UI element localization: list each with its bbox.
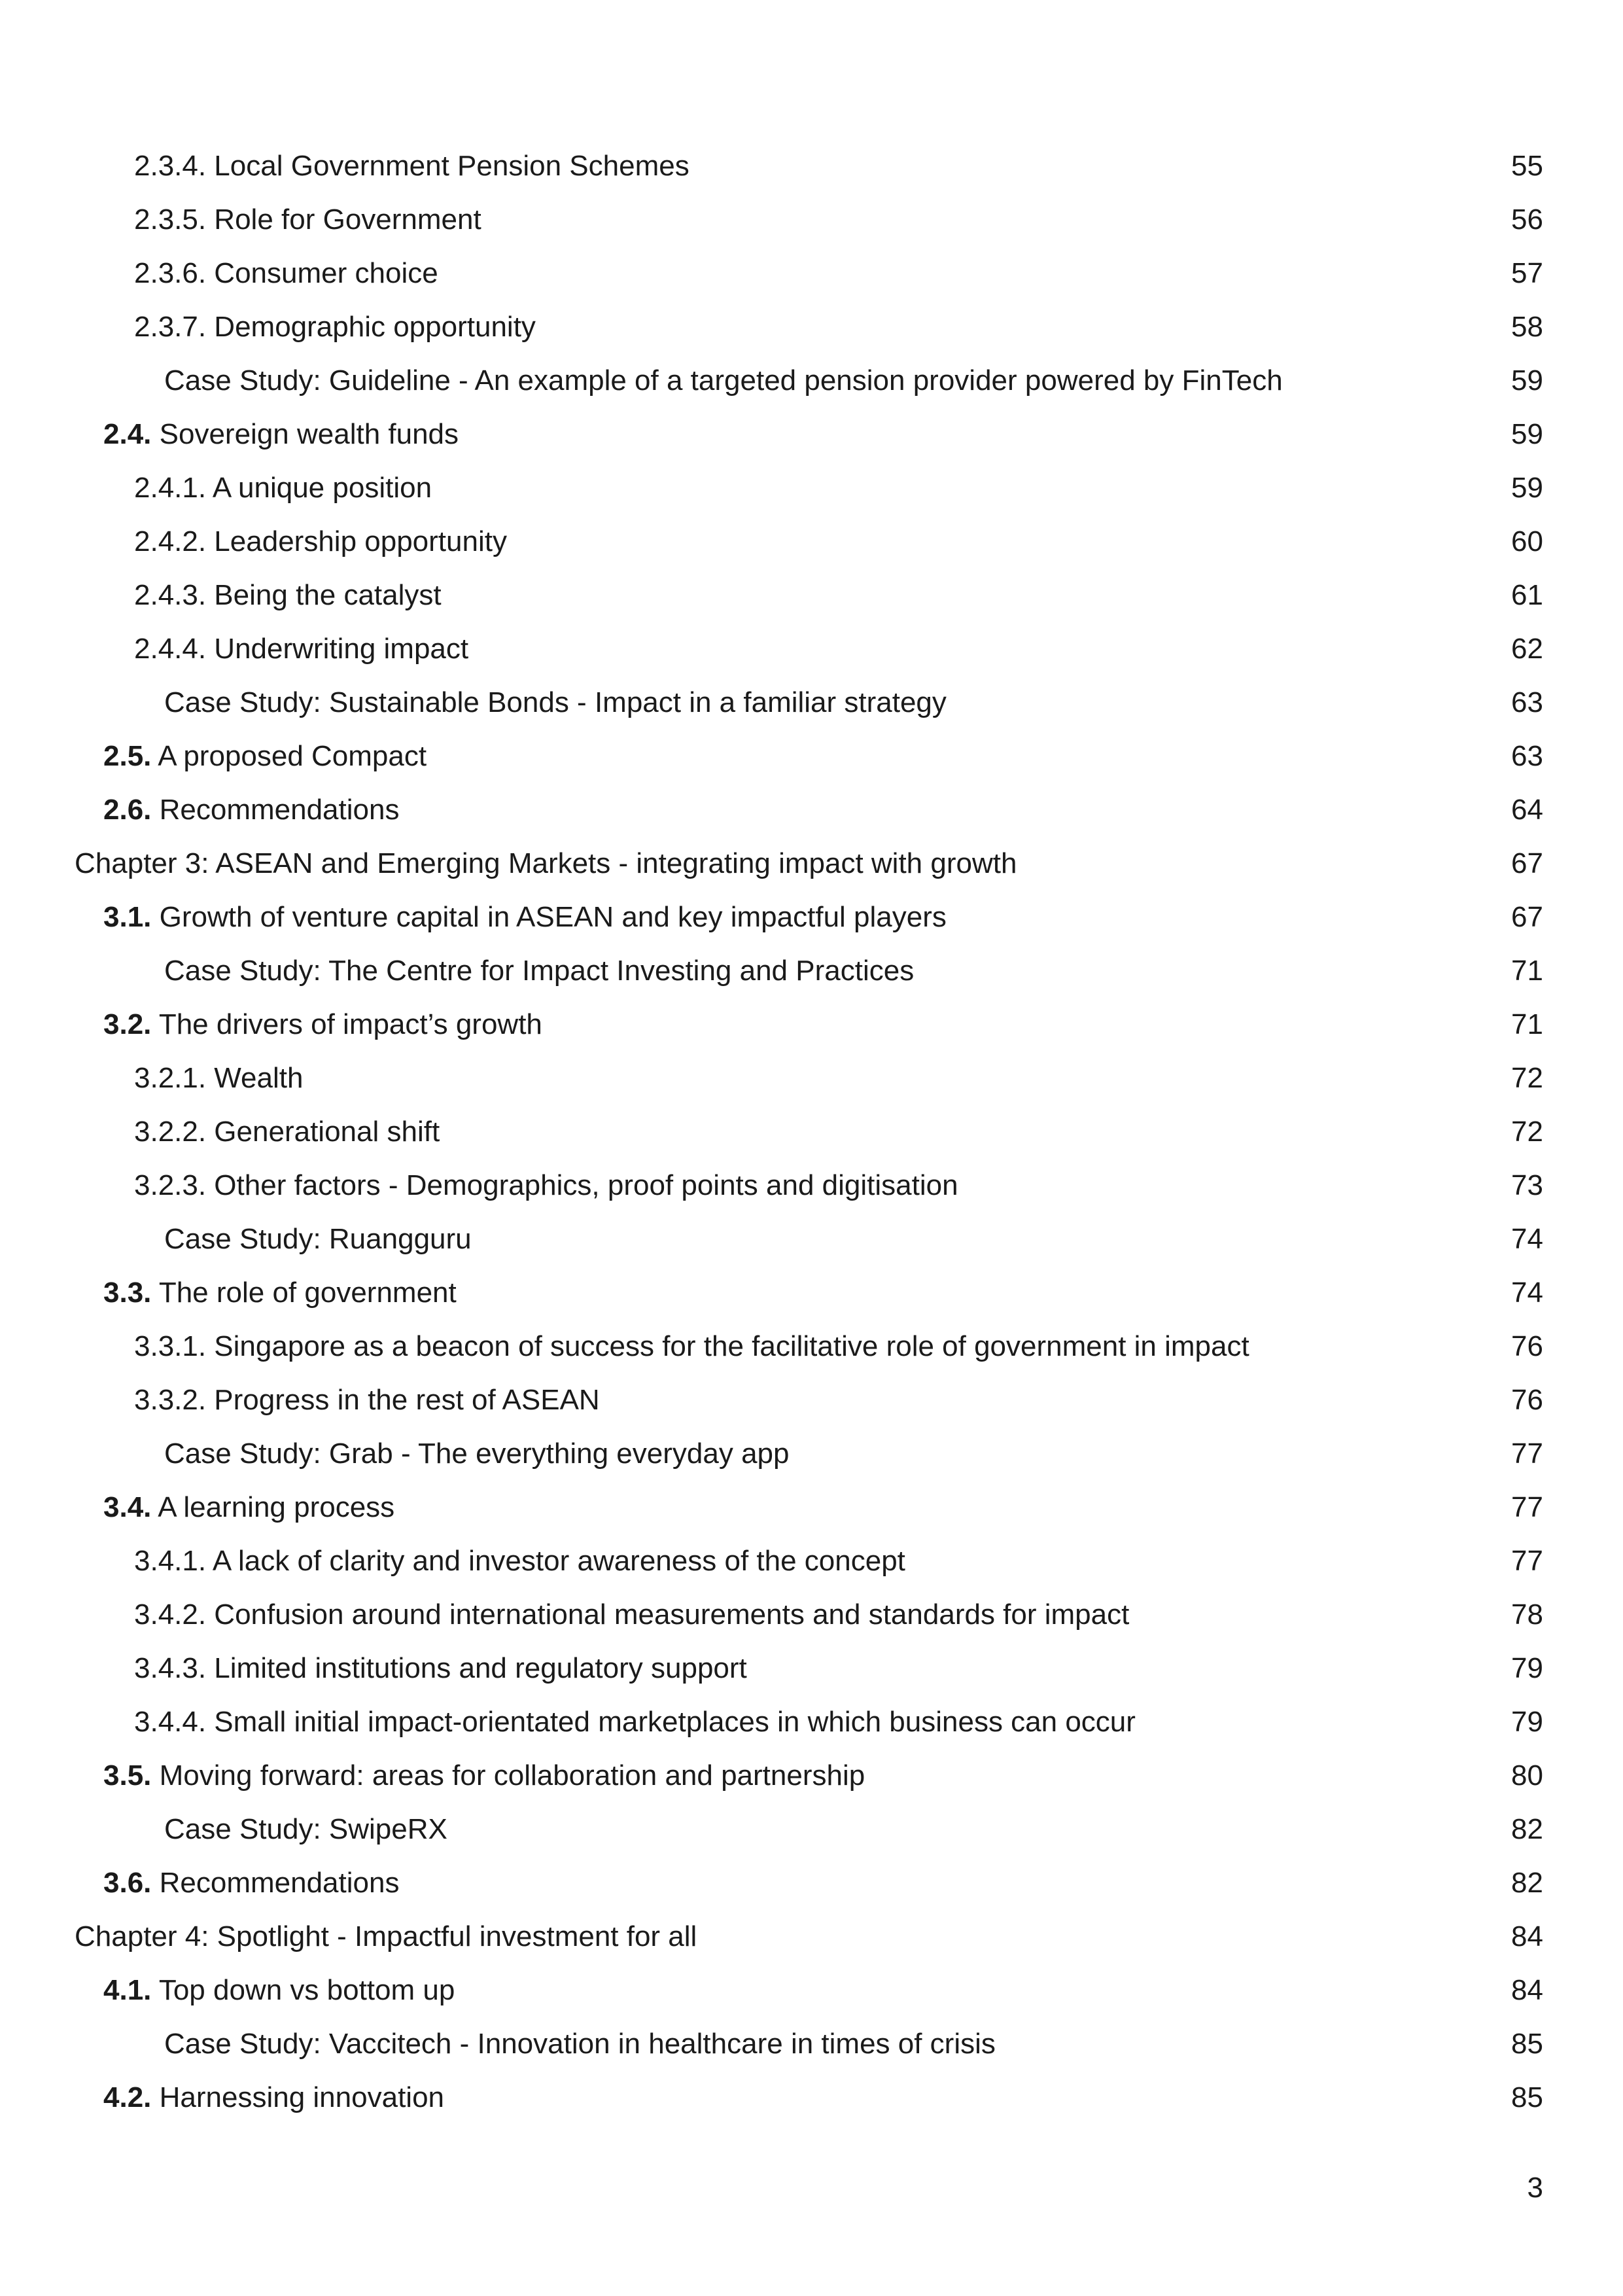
toc-entry-title: A proposed Compact [158,740,427,772]
toc-entry-title: 2.4.4. Underwriting impact [134,633,469,665]
toc-page-number: 61 [1511,579,1543,611]
toc-entry-label [164,1217,472,1262]
toc-page-number: 64 [1511,794,1543,826]
toc-entry-case[interactable] [0,680,1623,734]
toc-entry-title: 3.4.1. A lack of clarity and investor awareness of the concept [134,1545,905,1577]
toc-entry-subsection[interactable] [0,1646,1623,1700]
toc-entry-subsection[interactable] [0,1324,1623,1378]
toc-entry-label [134,144,689,188]
toc-page-number: 55 [1511,150,1543,182]
toc-entry-label [134,1110,440,1154]
toc-entry-label [134,251,438,296]
toc-entry-title: 2.4.2. Leadership opportunity [134,525,507,557]
toc-entry-title: 2.4.1. A unique position [134,472,432,504]
toc-entry-label [75,1915,697,1959]
toc-entry-section[interactable] [0,895,1623,949]
toc-page-number: 56 [1511,203,1543,236]
toc-entry-title: Growth of venture capital in ASEAN and key impactful players [159,901,947,933]
toc-page-number: 82 [1511,1867,1543,1899]
toc-entry-label [103,1861,399,1905]
toc-entry-title: Case Study: Grab - The everything everyday app [164,1438,790,1470]
toc-entry-label [103,412,459,457]
toc-entry-title: The drivers of impact’s growth [158,1008,542,1040]
toc-entry-subsection[interactable] [0,144,1623,198]
toc-entry-subsection[interactable] [0,1163,1623,1217]
toc-entry-title: Top down vs bottom up [158,1974,455,2006]
toc-entry-title: 3.4.2. Confusion around international measurements and standards for impact [134,1598,1130,1631]
toc-entry-title: Case Study: Sustainable Bonds - Impact in a familiar strategy [164,686,947,718]
toc-entry-label [134,198,481,242]
toc-page-number: 67 [1511,847,1543,879]
toc-entry-label [134,1056,303,1101]
toc-entry-label [103,788,399,832]
toc-page-number: 76 [1511,1384,1543,1416]
toc-entry-section[interactable] [0,1485,1623,1539]
toc-entry-subsection[interactable] [0,520,1623,573]
toc-entry-title: 2.3.6. Consumer choice [134,257,438,289]
toc-entry-subsection[interactable] [0,627,1623,680]
toc-entry-section[interactable] [0,734,1623,788]
toc-entry-section[interactable] [0,412,1623,466]
toc-entry-label [164,1432,789,1476]
toc-entry-label [134,305,536,349]
toc-page-number: 84 [1511,1920,1543,1952]
toc-entry-chapter[interactable] [0,1915,1623,1968]
toc-entry-label [164,1807,447,1852]
toc-section-number: 3.5. [103,1759,152,1792]
toc-entry-section[interactable] [0,1968,1623,2022]
toc-entry-subsection[interactable] [0,305,1623,359]
toc-page-number: 74 [1511,1277,1543,1309]
toc-entry-section[interactable] [0,1861,1623,1915]
toc-section-number: 4.1. [103,1974,152,2006]
toc-entry-label [103,734,427,779]
page-number: 3 [1527,2172,1543,2204]
toc-entry-label [103,2075,444,2120]
toc-entry-title: 3.3.2. Progress in the rest of ASEAN [134,1384,600,1416]
toc-entry-title: Case Study: The Centre for Impact Investing and Practices [164,955,915,987]
toc-entry-case[interactable] [0,1807,1623,1861]
toc-section-number: 3.2. [103,1008,152,1040]
toc-entry-chapter[interactable] [0,841,1623,895]
toc-entry-subsection[interactable] [0,1593,1623,1646]
toc-entry-title: Moving forward: areas for collaboration and partnership [159,1759,865,1792]
toc-entry-title: Case Study: Guideline - An example of a targeted pension provider powered by FinTech [164,364,1283,397]
toc-entry-title: 3.2.3. Other factors - Demographics, proof points and digitisation [134,1169,958,1201]
toc-entry-title: 3.4.3. Limited institutions and regulatory support [134,1652,747,1684]
toc-section-number: 3.6. [103,1867,152,1899]
toc-entry-label [134,1378,600,1422]
toc-entry-case[interactable] [0,2022,1623,2075]
toc-entry-label [134,1324,1249,1369]
toc-entry-section[interactable] [0,1271,1623,1324]
toc-entry-section[interactable] [0,1754,1623,1807]
toc-page-number: 79 [1511,1652,1543,1684]
toc-entry-label [103,1754,865,1798]
toc-page-number: 60 [1511,525,1543,557]
table-of-contents [0,144,1623,2129]
toc-page-number: 80 [1511,1759,1543,1792]
toc-page-number: 79 [1511,1706,1543,1738]
toc-entry-title: Sovereign wealth funds [159,418,459,450]
toc-entry-label [75,841,1017,886]
toc-entry-label [134,573,442,618]
toc-page-number: 77 [1511,1545,1543,1577]
toc-page-number: 71 [1511,1008,1543,1040]
toc-page-number: 63 [1511,686,1543,718]
toc-page-number: 72 [1511,1062,1543,1094]
toc-entry-label [164,359,1283,403]
toc-entry-case[interactable] [0,1432,1623,1485]
toc-page-number: 67 [1511,901,1543,933]
toc-entry-title: Recommendations [159,1867,400,1899]
toc-entry-subsection[interactable] [0,1378,1623,1432]
toc-entry-title: 3.2.2. Generational shift [134,1116,440,1148]
toc-page-number: 85 [1511,2028,1543,2060]
toc-entry-title: 2.4.3. Being the catalyst [134,579,442,611]
toc-entry-label [134,1593,1129,1637]
toc-entry-section[interactable] [0,1002,1623,1056]
toc-page-number: 63 [1511,740,1543,772]
toc-entry-label [134,1700,1136,1744]
toc-entry-label [103,1002,542,1047]
toc-entry-label [103,1485,394,1530]
toc-page-number: 77 [1511,1438,1543,1470]
toc-entry-title: 3.3.1. Singapore as a beacon of success for the facilitative role of government in impact [134,1330,1249,1362]
toc-page-number: 82 [1511,1813,1543,1845]
toc-entry-subsection[interactable] [0,1110,1623,1163]
toc-page-number: 78 [1511,1598,1543,1631]
toc-section-number: 3.1. [103,901,152,933]
toc-entry-title: Case Study: Vaccitech - Innovation in healthcare in times of crisis [164,2028,996,2060]
toc-entry-case[interactable] [0,359,1623,412]
toc-entry-label [164,949,914,993]
toc-section-number: 2.6. [103,794,152,826]
toc-entry-label [134,466,432,510]
toc-page-number: 62 [1511,633,1543,665]
toc-page-number: 84 [1511,1974,1543,2006]
toc-entry-subsection[interactable] [0,251,1623,305]
toc-entry-label [134,520,507,564]
toc-entry-subsection[interactable] [0,198,1623,251]
toc-entry-label [103,1968,455,2013]
toc-entry-subsection[interactable] [0,1539,1623,1593]
toc-page-number: 59 [1511,364,1543,397]
toc-entry-label [103,895,947,940]
toc-entry-title: 3.2.1. Wealth [134,1062,304,1094]
toc-entry-title: A learning process [158,1491,395,1523]
toc-entry-title: Chapter 3: ASEAN and Emerging Markets - integrating impact with growth [75,847,1017,879]
toc-section-number: 3.4. [103,1491,152,1523]
toc-entry-subsection[interactable] [0,1056,1623,1110]
toc-entry-label [134,1646,747,1691]
toc-section-number: 2.5. [103,740,152,772]
toc-entry-subsection[interactable] [0,573,1623,627]
toc-entry-title: Recommendations [159,794,400,826]
toc-page-number: 76 [1511,1330,1543,1362]
toc-entry-subsection[interactable] [0,466,1623,520]
toc-entry-label [134,1163,958,1208]
toc-entry-title: Harnessing innovation [159,2081,445,2113]
toc-page-number: 74 [1511,1223,1543,1255]
toc-entry-case[interactable] [0,1217,1623,1271]
toc-entry-label [103,1271,457,1315]
toc-page-number: 85 [1511,2081,1543,2113]
toc-page-number: 72 [1511,1116,1543,1148]
toc-entry-title: 3.4.4. Small initial impact-orientated marketplaces in which business can occur [134,1706,1136,1738]
toc-entry-title: Case Study: Ruangguru [164,1223,472,1255]
toc-entry-label [134,1539,905,1583]
toc-page-number: 58 [1511,311,1543,343]
toc-page-number: 57 [1511,257,1543,289]
toc-page-number: 77 [1511,1491,1543,1523]
toc-entry-title: 2.3.4. Local Government Pension Schemes [134,150,689,182]
toc-entry-label [164,680,947,725]
toc-entry-case[interactable] [0,949,1623,1002]
toc-page-number: 59 [1511,418,1543,450]
toc-entry-label [134,627,468,671]
toc-page-number: 71 [1511,955,1543,987]
toc-page-number: 73 [1511,1169,1543,1201]
toc-section-number: 4.2. [103,2081,152,2113]
toc-entry-title: The role of government [158,1277,457,1309]
toc-section-number: 3.3. [103,1277,152,1309]
toc-entry-title: Chapter 4: Spotlight - Impactful investment for all [75,1920,697,1952]
toc-section-number: 2.4. [103,418,152,450]
toc-entry-section[interactable] [0,2075,1623,2129]
toc-entry-title: Case Study: SwipeRX [164,1813,447,1845]
toc-entry-label [164,2022,996,2066]
toc-entry-title: 2.3.7. Demographic opportunity [134,311,536,343]
toc-entry-title: 2.3.5. Role for Government [134,203,481,236]
toc-entry-section[interactable] [0,788,1623,841]
toc-entry-subsection[interactable] [0,1700,1623,1754]
toc-page-number: 59 [1511,472,1543,504]
